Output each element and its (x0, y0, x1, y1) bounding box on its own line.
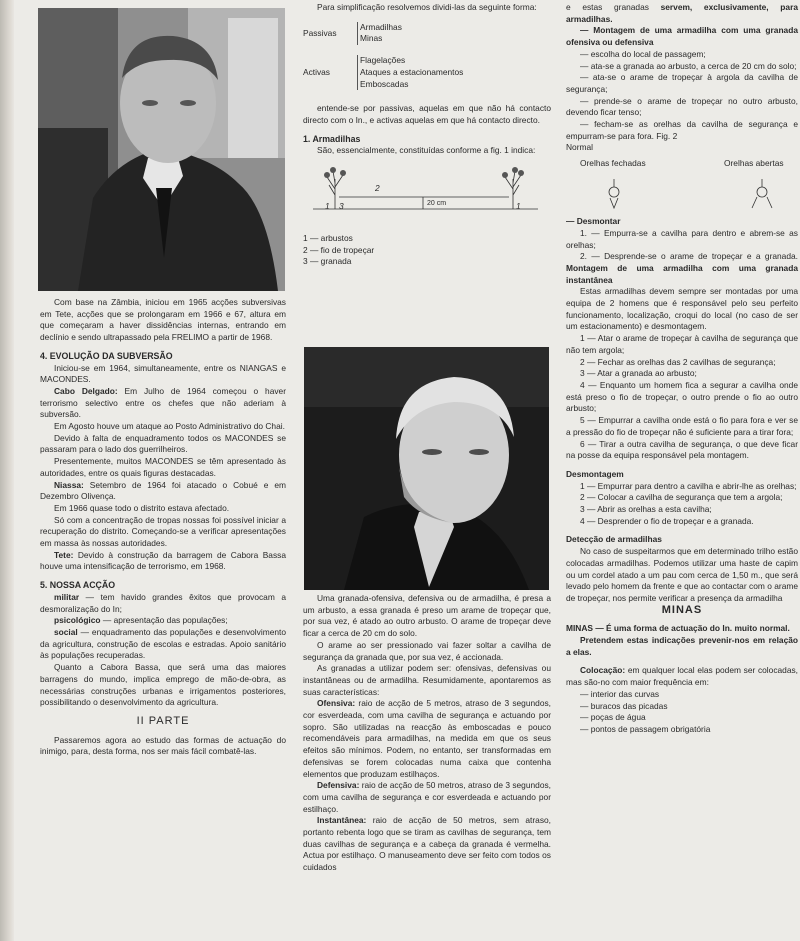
paragraph: Só com a concentração de tropas nossas foi possível iniciar a recuperação do distrito. Começando-se a verificar apresentações em massa às nossas autoridades. (40, 514, 286, 549)
paragraph: Em 1966 quase todo o distrito estava afectado. (54, 502, 230, 513)
list-item: Armadilhas (360, 21, 402, 32)
paragraph: Estas armadilhas devem sempre ser montadas por uma equipa de 2 homens que é responsável pelo seu perfeito funcionamento, localização, croqui do local (no caso de ser um estacionamento) e desmontagem. (566, 286, 798, 332)
label: Niassa: (54, 479, 84, 490)
fig-label-2: 2 (375, 183, 380, 194)
list-item: Ataques a estacionamentos (360, 66, 464, 77)
paragraph: Em Agosto houve um ataque ao Posto Administrativo do Chai. (54, 421, 285, 432)
column-1 (40, 297, 286, 758)
paragraph: Passaremos agora ao estudo das formas de actuação do inimigo, para, desta forma, nos ser mais fácil combatê-las. (40, 734, 286, 757)
paragraph: entende-se por passivas, aquelas em que não há contacto directo com o In., e activas aquelas em que há contacto directo. (303, 103, 551, 125)
paragraph: Devido à falta de enquadramento todos os MACONDES se passaram para o lado dos guerrilheiros. (40, 432, 286, 455)
paragraph (40, 592, 286, 615)
column-3 (566, 2, 798, 736)
subheading: — Desmontar (566, 216, 621, 227)
list-item: — pontos de passagem obrigatória (580, 723, 711, 734)
paragraph: O arame ao ser pressionado vai fazer soltar a cavilha de segurança da granada que, por sua vez, é accionada. (303, 639, 551, 662)
text: — enquadramento das populações e desenvolvimento da agricultura, construção de escolas e estradas. Apoio sanitário às populações recuperadas. (40, 626, 286, 661)
fig-label-1b: 1 (516, 201, 521, 212)
paragraph (566, 2, 798, 25)
step: — escolha do local de passagem; (580, 48, 706, 59)
subheading: Detecção de armadilhas (566, 534, 662, 545)
column-2 (303, 2, 551, 268)
page-binding-shadow (0, 0, 14, 941)
passivas-label: Passivas (303, 27, 337, 38)
list-item: Minas (360, 33, 383, 44)
paragraph (40, 386, 286, 421)
paragraph: Para simplificação resolvemos dividi-las da seguinte forma: (317, 2, 537, 12)
label: Tete: (54, 549, 74, 560)
fig-label-3: 3 (339, 201, 344, 212)
legend-item: 1 — arbustos (303, 233, 353, 244)
text: Setembro de 1964 foi atacado o Cobué e em Dezembro Olivença. (40, 479, 286, 502)
column-2-lower (303, 593, 551, 874)
step: — fecham-se as orelhas da cavilha de segurança e empurram-se para fora. Fig. 2 (566, 119, 798, 141)
text: raio de acção de 50 metros, sem atraso, portanto rebenta logo que se tiram as cavilhas de segurança, tem duas cavilhas de segurança e a cabeça da granada é vermelha. Actua por estilhaço. O manuseamento deve ser feito com todos os cuidados (303, 815, 551, 873)
paragraph (303, 815, 551, 874)
section-heading: 5. NOSSA ACÇÃO (40, 580, 116, 591)
fig-label-open: Orelhas abertas (724, 158, 784, 169)
paragraph-bold: Pretendem estas indicações prevenir-nos em relação a elas. (566, 635, 798, 657)
subheading: — Montagem de uma armadilha com uma granada ofensiva ou defensiva (566, 25, 798, 48)
fig-label-1: 1 (325, 201, 330, 212)
step: 6 — Tirar a outra cavilha de segurança, o que deve ficar na posse da equipa responsável pela montagem. (566, 438, 798, 461)
paragraph: Quanto a Cabora Bassa, que será uma das maiores barragens do mundo, implica emprego de mão-de-obra, as necessárias construções urbanas e irrigamentos posteriores, possibilitando o desenvolvimento da agricultura. (40, 662, 286, 708)
paragraph (566, 665, 798, 688)
fig-caption-normal: Normal (566, 142, 593, 153)
pin-closed-icon (609, 179, 619, 208)
step: 2 — Fechar as orelhas das 2 cavilhas de segurança; (580, 356, 776, 367)
paragraph (40, 627, 286, 662)
step: 2 — Colocar a cavilha de segurança que tem a argola; (580, 492, 783, 503)
part-heading: II PARTE (136, 714, 190, 727)
text: — apresentação das populações; (100, 615, 228, 626)
text: e estas granadas (566, 2, 661, 12)
activas-bracket (358, 55, 464, 90)
paragraph: Iniciou-se em 1964, simultaneamente, entre os NIANGAS e MACONDES. (40, 362, 286, 385)
label: Instantânea: (317, 815, 367, 826)
step: — ata-se o arame de tropeçar à argola da cavilha de segurança; (566, 72, 798, 94)
step: 1 — Atar o arame de tropeçar à cavilha de segurança que não tem argola; (566, 333, 798, 355)
step: 5 — Empurrar a cavilha onde está o fio para fora e ver se a pressão do fio de tropeçar não é suficiente para a tirar fora; (566, 415, 798, 437)
text-bold: servem, exclusivamente, para armadilhas. (566, 2, 798, 24)
text: 2. — Desprende-se o arame de tropeçar e a granada. (580, 251, 798, 262)
section-heading-minas: MINAS (661, 603, 703, 616)
step: 1. — Empurra-se a cavilha para dentro e abrem-se as orelhas; (566, 227, 798, 250)
step: 4 — Desprender o fio de tropeçar e a granada. (580, 515, 754, 526)
paragraph: Uma granada-ofensiva, defensiva ou de armadilha, é presa a um arbusto, a essa granada é preso um arame de tropeçar que, por sua vez, é atado ao outro arbusto. O arame de tropeçar deve ficar a cerca de 20 cm do solo. (303, 593, 551, 639)
step: 3 — Abrir as orelhas a esta cavilha; (580, 504, 712, 515)
text: — tem havido grandes êxitos que provocam a desmoralização do In; (40, 591, 286, 614)
portrait-photo-1 (38, 8, 285, 291)
portrait-photo-2 (304, 347, 549, 590)
list-item: Flagelações (360, 55, 406, 66)
paragraph (40, 615, 286, 627)
text: raio de acção de 5 metros, atraso de 3 segundos, cor esverdeada, com uma cavilha de segurança e actuando por sopro. São utilizadas na reacção às emboscadas e pouco recomendáveis para armadilhas, na medida em que os seus efeitos são mínimos. Podem, no entanto, ser transformadas em defensivas se forem colocadas numa caixa que contenha elementos que produzam estilhaços. (303, 698, 551, 779)
figure-legend (303, 233, 551, 268)
list-item: Emboscadas (360, 78, 409, 89)
label: psicológico (54, 615, 101, 626)
label: Defensiva: (317, 780, 360, 791)
label: Cabo Delgado: (54, 385, 118, 396)
section-heading: 4. EVOLUÇÃO DA SUBVERSÃO (40, 350, 173, 361)
text: raio de acção de 50 metros, atraso de 3 segundos, com uma cavilha de segurança e cor esverdeada e actuando por estilhaço. (303, 780, 551, 814)
list-item: — buracos das picadas (580, 700, 668, 711)
text: Em Julho de 1964 começou o haver terrorismo selectivo entre os chefes que não aderiam à subversão. (40, 385, 286, 420)
step: — ata-se a granada ao arbusto, a cerca de 20 cm do solo; (580, 60, 797, 71)
step: 3 — Atar a granada ao arbusto; (580, 368, 697, 379)
fig-label-closed: Orelhas fechadas (580, 158, 646, 169)
fig-label-height: 20 cm (427, 200, 447, 208)
paragraph: As granadas a utilizar podem ser: ofensivas, defensivas ou instantâneas ou de armadilha. Resumidamente, apontaremos as suas características: (303, 663, 551, 697)
passivas-bracket (358, 22, 464, 45)
label: Colocação: (580, 665, 626, 676)
step: 1 — Empurrar para dentro a cavilha e abrir-lhe as orelhas; (580, 480, 797, 491)
text-bold: Montagem de uma armadilha com uma granada instantânea (566, 262, 798, 285)
paragraph (40, 550, 286, 573)
label: militar (54, 591, 80, 602)
legend-item: 2 — fio de tropeçar (303, 244, 375, 255)
text: em qualquer local elas podem ser colocadas, mas são-no com maior frequência em: (566, 665, 798, 688)
paragraph (40, 480, 286, 503)
pin-open-icon (752, 179, 772, 208)
paragraph: No caso de suspeitarmos que em determinado trilho estão colocadas armadilhas. Podemos utilizar uma haste de capim ou um cordel atado a um pau com cerca de 1,50 m., que será levado pelo homem da frente e que ao contactar com o arame de tropeçar, nos permite verificar a presença da armadilha (566, 546, 798, 603)
subheading: Desmontagem (566, 468, 624, 479)
list-item: — interior das curvas (580, 688, 660, 699)
section-heading: 1. Armadilhas (303, 133, 361, 144)
paragraph-bold: MINAS — É uma forma de actuação do In. muito normal. (566, 623, 790, 634)
step (566, 251, 798, 286)
text: Devido à construção da barragem de Cabora Bassa houve uma intensificação de terrorismo, em 1968. (40, 549, 286, 572)
label: social (54, 626, 78, 637)
step: — prende-se o arame de tropeçar no outro arbusto, devendo ficar tenso; (566, 95, 798, 118)
label: Ofensiva: (317, 698, 356, 709)
list-item: — poças de água (580, 712, 646, 723)
paragraph: São, essencialmente, constituídas conforme a fig. 1 indica: (317, 145, 536, 156)
paragraph (303, 780, 551, 815)
classification-table (303, 22, 463, 91)
paragraph: Presentemente, muitos MACONDES se têm apresentado às autoridades, entre os quais figuras destacadas. (40, 456, 286, 478)
figure-2-pins (566, 158, 798, 216)
figure-1-trap-diagram (303, 161, 551, 223)
paragraph (303, 698, 551, 780)
activas-label: Activas (303, 66, 330, 77)
step: 4 — Enquanto um homem fica a segurar a cavilha onde está preso o fio de tropeçar, o outro prende o fio ao outro arbusto; (566, 379, 798, 414)
paragraph: Com base na Zâmbia, iniciou em 1965 acções subversivas em Tete, acções que se prolongaram em 1966 e 67, altura em que começaram a haver dissidências internas, entrando em declínio e sendo ultrapassado pela FRELIMO a partir de 1968. (40, 297, 286, 343)
legend-item: 3 — granada (303, 256, 352, 267)
